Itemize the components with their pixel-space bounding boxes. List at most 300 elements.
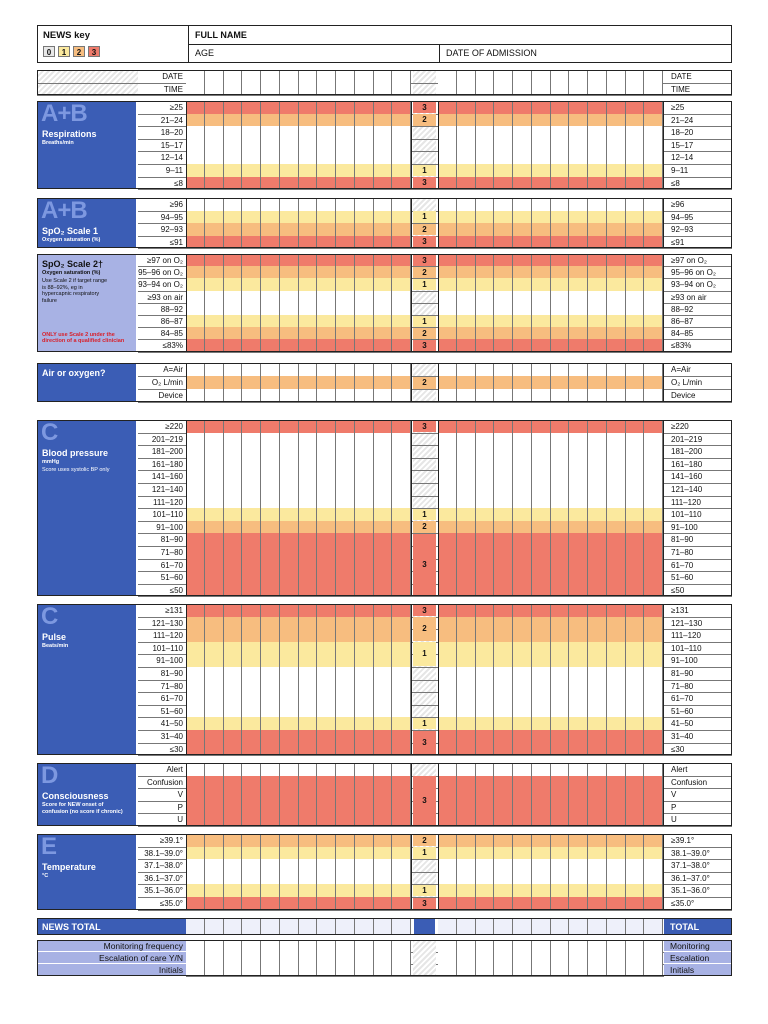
news-total-row-cell[interactable] <box>374 918 393 935</box>
sec-resp-row-cell[interactable] <box>374 139 393 152</box>
sec-cons-row-right-cell[interactable] <box>588 763 607 776</box>
sec-temp-row-cell[interactable] <box>205 847 224 860</box>
sec-spo2-row-cell[interactable] <box>242 339 261 351</box>
sec-bp-row-cell[interactable] <box>374 559 393 572</box>
sec-temp-row-right-cell[interactable] <box>494 897 513 910</box>
footer-row-2-cell[interactable] <box>205 964 224 976</box>
sec-spo2-row-right-cell[interactable] <box>476 291 495 303</box>
time-row-right-cell[interactable] <box>588 83 607 96</box>
time-row-cell[interactable] <box>242 83 261 96</box>
sec-temp-row-right-cell[interactable] <box>588 884 607 897</box>
sec-resp-row-cell[interactable] <box>392 164 411 177</box>
news-total-row-right-cell[interactable] <box>607 918 626 935</box>
sec-spo2-row-right-cell[interactable] <box>588 278 607 290</box>
sec-cons-row-cell[interactable] <box>186 801 205 814</box>
news-total-row-cell[interactable] <box>355 918 374 935</box>
sec-pulse-row-right-cell[interactable] <box>551 617 570 630</box>
date-row-cell[interactable] <box>336 70 355 83</box>
sec-spo1-row-cell[interactable] <box>355 236 374 249</box>
sec-spo2-row-cell[interactable] <box>392 315 411 327</box>
sec-resp-row-right-cell[interactable] <box>457 139 476 152</box>
sec-bp-row-cell[interactable] <box>317 470 336 483</box>
footer-row-right-2-cell[interactable] <box>551 964 570 976</box>
sec-cons-row-cell[interactable] <box>299 763 318 776</box>
sec-bp-row-cell[interactable] <box>336 445 355 458</box>
sec-spo2-row-cell[interactable] <box>205 278 224 290</box>
sec-pulse-row-cell[interactable] <box>355 730 374 743</box>
sec-cons-row-cell[interactable] <box>242 813 261 826</box>
time-row-right-cell[interactable] <box>626 83 645 96</box>
sec-pulse-row-right-cell[interactable] <box>607 667 626 680</box>
sec-pulse-row-cell[interactable] <box>374 604 393 617</box>
sec-air-row-cell[interactable] <box>186 376 205 389</box>
time-row-cell[interactable] <box>392 83 411 96</box>
sec-pulse-row-right-cell[interactable] <box>532 617 551 630</box>
sec-cons-row-cell[interactable] <box>205 801 224 814</box>
sec-pulse-row-cell[interactable] <box>224 680 243 693</box>
sec-cons-row-cell[interactable] <box>355 763 374 776</box>
sec-cons-row-right-cell[interactable] <box>513 801 532 814</box>
sec-spo2-row-right-cell[interactable] <box>607 291 626 303</box>
sec-spo1-row-cell[interactable] <box>355 198 374 211</box>
sec-pulse-row-right-cell[interactable] <box>494 705 513 718</box>
sec-pulse-row-right-cell[interactable] <box>607 617 626 630</box>
sec-spo2-row-cell[interactable] <box>261 291 280 303</box>
sec-resp-row-right-cell[interactable] <box>607 126 626 139</box>
sec-resp-row-right-cell[interactable] <box>457 151 476 164</box>
sec-pulse-row-right-cell[interactable] <box>626 654 645 667</box>
sec-bp-row-cell[interactable] <box>205 470 224 483</box>
sec-pulse-row-cell[interactable] <box>299 667 318 680</box>
sec-resp-row-cell[interactable] <box>317 139 336 152</box>
sec-temp-row-right-cell[interactable] <box>494 847 513 860</box>
sec-bp-row-cell[interactable] <box>355 559 374 572</box>
sec-air-row-right-cell[interactable] <box>588 363 607 376</box>
sec-spo2-row-cell[interactable] <box>299 266 318 278</box>
sec-temp-row-cell[interactable] <box>299 884 318 897</box>
sec-bp-row-right-cell[interactable] <box>644 559 663 572</box>
sec-bp-row-cell[interactable] <box>224 559 243 572</box>
sec-temp-row-right-cell[interactable] <box>551 897 570 910</box>
sec-pulse-row-cell[interactable] <box>336 642 355 655</box>
sec-pulse-row-cell[interactable] <box>186 705 205 718</box>
sec-cons-row-cell[interactable] <box>299 813 318 826</box>
sec-pulse-row-right-cell[interactable] <box>438 629 457 642</box>
sec-spo2-row-cell[interactable] <box>242 327 261 339</box>
date-row-cell[interactable] <box>242 70 261 83</box>
sec-pulse-row-right-cell[interactable] <box>569 730 588 743</box>
footer-row-0-cell[interactable] <box>336 940 355 952</box>
sec-spo2-row-right-cell[interactable] <box>438 266 457 278</box>
sec-temp-row-cell[interactable] <box>374 834 393 847</box>
sec-spo1-row-cell[interactable] <box>299 198 318 211</box>
sec-spo2-row-cell[interactable] <box>336 315 355 327</box>
sec-cons-row-cell[interactable] <box>355 788 374 801</box>
sec-spo1-row-right-cell[interactable] <box>494 198 513 211</box>
sec-resp-row-cell[interactable] <box>355 126 374 139</box>
sec-temp-row-cell[interactable] <box>355 884 374 897</box>
date-row-right-cell[interactable] <box>551 70 570 83</box>
sec-bp-row-right-cell[interactable] <box>607 420 626 433</box>
footer-row-right-2-cell[interactable] <box>569 964 588 976</box>
sec-temp-row-right-cell[interactable] <box>551 859 570 872</box>
sec-spo2-row-right-cell[interactable] <box>476 303 495 315</box>
sec-pulse-row-cell[interactable] <box>224 642 243 655</box>
sec-spo2-row-right-cell[interactable] <box>626 327 645 339</box>
sec-bp-row-right-cell[interactable] <box>494 496 513 509</box>
sec-temp-row-cell[interactable] <box>224 834 243 847</box>
sec-bp-row-right-cell[interactable] <box>476 584 495 597</box>
sec-air-row-right-cell[interactable] <box>494 376 513 389</box>
sec-spo1-row-cell[interactable] <box>336 223 355 236</box>
sec-spo2-row-cell[interactable] <box>205 327 224 339</box>
sec-bp-row-right-cell[interactable] <box>551 559 570 572</box>
sec-pulse-row-cell[interactable] <box>205 654 224 667</box>
sec-spo2-row-right-cell[interactable] <box>588 303 607 315</box>
sec-bp-row-cell[interactable] <box>299 584 318 597</box>
sec-resp-row-right-cell[interactable] <box>588 114 607 127</box>
sec-spo2-row-cell[interactable] <box>299 303 318 315</box>
sec-cons-row-right-cell[interactable] <box>476 763 495 776</box>
sec-pulse-row-right-cell[interactable] <box>438 705 457 718</box>
footer-row-0-cell[interactable] <box>280 940 299 952</box>
sec-bp-row-cell[interactable] <box>205 584 224 597</box>
sec-pulse-row-cell[interactable] <box>261 604 280 617</box>
sec-pulse-row-right-cell[interactable] <box>569 717 588 730</box>
sec-bp-row-right-cell[interactable] <box>457 584 476 597</box>
sec-pulse-row-cell[interactable] <box>392 705 411 718</box>
sec-bp-row-right-cell[interactable] <box>644 445 663 458</box>
sec-bp-row-right-cell[interactable] <box>476 458 495 471</box>
sec-cons-row-cell[interactable] <box>392 776 411 789</box>
sec-spo2-row-right-cell[interactable] <box>569 339 588 351</box>
sec-bp-row-cell[interactable] <box>242 458 261 471</box>
sec-resp-row-right-cell[interactable] <box>476 101 495 114</box>
sec-temp-row-right-cell[interactable] <box>457 847 476 860</box>
sec-pulse-row-cell[interactable] <box>280 680 299 693</box>
sec-spo1-row-right-cell[interactable] <box>513 236 532 249</box>
sec-resp-row-right-cell[interactable] <box>588 164 607 177</box>
sec-spo1-row-cell[interactable] <box>261 198 280 211</box>
sec-bp-row-cell[interactable] <box>317 420 336 433</box>
sec-temp-row-cell[interactable] <box>186 834 205 847</box>
sec-spo2-row-right-cell[interactable] <box>551 315 570 327</box>
sec-spo1-row-cell[interactable] <box>224 211 243 224</box>
sec-spo2-row-right-cell[interactable] <box>532 266 551 278</box>
sec-pulse-row-right-cell[interactable] <box>457 667 476 680</box>
date-row-cell[interactable] <box>392 70 411 83</box>
sec-pulse-row-cell[interactable] <box>205 667 224 680</box>
date-row-cell[interactable] <box>186 70 205 83</box>
sec-cons-row-right-cell[interactable] <box>644 788 663 801</box>
sec-spo1-row-cell[interactable] <box>280 236 299 249</box>
sec-bp-row-cell[interactable] <box>336 458 355 471</box>
sec-spo2-row-cell[interactable] <box>280 339 299 351</box>
sec-bp-row-cell[interactable] <box>280 483 299 496</box>
sec-cons-row-right-cell[interactable] <box>588 788 607 801</box>
sec-pulse-row-right-cell[interactable] <box>532 692 551 705</box>
sec-spo1-row-right-cell[interactable] <box>607 223 626 236</box>
sec-temp-row-cell[interactable] <box>374 872 393 885</box>
sec-pulse-row-cell[interactable] <box>374 654 393 667</box>
sec-pulse-row-cell[interactable] <box>299 642 318 655</box>
footer-row-right-2-cell[interactable] <box>626 964 645 976</box>
sec-cons-row-right-cell[interactable] <box>607 763 626 776</box>
sec-resp-row-cell[interactable] <box>242 139 261 152</box>
sec-temp-row-cell[interactable] <box>224 897 243 910</box>
news-total-row-cell[interactable] <box>299 918 318 935</box>
time-row-right-cell[interactable] <box>457 83 476 96</box>
sec-spo1-row-right-cell[interactable] <box>457 211 476 224</box>
sec-air-row-right-cell[interactable] <box>551 376 570 389</box>
footer-row-2-cell[interactable] <box>392 964 411 976</box>
sec-pulse-row-cell[interactable] <box>280 692 299 705</box>
sec-spo1-row-cell[interactable] <box>224 236 243 249</box>
sec-spo2-row-right-cell[interactable] <box>569 315 588 327</box>
sec-resp-row-cell[interactable] <box>374 114 393 127</box>
sec-bp-row-right-cell[interactable] <box>438 559 457 572</box>
sec-bp-row-cell[interactable] <box>374 521 393 534</box>
sec-pulse-row-cell[interactable] <box>392 604 411 617</box>
sec-pulse-row-right-cell[interactable] <box>476 667 495 680</box>
sec-pulse-row-cell[interactable] <box>299 730 318 743</box>
sec-air-row-cell[interactable] <box>392 389 411 402</box>
sec-resp-row-cell[interactable] <box>355 177 374 190</box>
sec-spo1-row-right-cell[interactable] <box>457 198 476 211</box>
sec-bp-row-right-cell[interactable] <box>438 470 457 483</box>
footer-row-1-cell[interactable] <box>355 952 374 964</box>
sec-air-row-right-cell[interactable] <box>644 363 663 376</box>
sec-spo2-row-right-cell[interactable] <box>494 254 513 266</box>
sec-spo1-row-right-cell[interactable] <box>494 236 513 249</box>
sec-spo2-row-cell[interactable] <box>261 303 280 315</box>
sec-pulse-row-cell[interactable] <box>205 717 224 730</box>
sec-pulse-row-right-cell[interactable] <box>476 604 495 617</box>
sec-temp-row-right-cell[interactable] <box>457 897 476 910</box>
sec-spo2-row-cell[interactable] <box>317 339 336 351</box>
sec-bp-row-cell[interactable] <box>205 445 224 458</box>
sec-spo1-row-right-cell[interactable] <box>644 198 663 211</box>
sec-cons-row-right-cell[interactable] <box>626 763 645 776</box>
sec-temp-row-cell[interactable] <box>261 884 280 897</box>
sec-bp-row-cell[interactable] <box>392 470 411 483</box>
sec-resp-row-cell[interactable] <box>336 139 355 152</box>
sec-bp-row-right-cell[interactable] <box>551 420 570 433</box>
sec-bp-row-right-cell[interactable] <box>551 458 570 471</box>
sec-spo1-row-cell[interactable] <box>224 223 243 236</box>
footer-row-right-2-cell[interactable] <box>607 964 626 976</box>
sec-spo2-row-right-cell[interactable] <box>569 303 588 315</box>
sec-pulse-row-right-cell[interactable] <box>607 717 626 730</box>
sec-bp-row-cell[interactable] <box>336 546 355 559</box>
sec-resp-row-right-cell[interactable] <box>438 164 457 177</box>
sec-spo2-row-right-cell[interactable] <box>588 327 607 339</box>
sec-cons-row-right-cell[interactable] <box>626 788 645 801</box>
sec-pulse-row-cell[interactable] <box>186 642 205 655</box>
sec-spo2-row-cell[interactable] <box>299 315 318 327</box>
sec-pulse-row-cell[interactable] <box>280 730 299 743</box>
sec-temp-row-right-cell[interactable] <box>626 834 645 847</box>
sec-air-row-right-cell[interactable] <box>569 363 588 376</box>
sec-spo2-row-cell[interactable] <box>224 315 243 327</box>
sec-spo2-row-right-cell[interactable] <box>588 254 607 266</box>
sec-bp-row-right-cell[interactable] <box>569 521 588 534</box>
sec-spo1-row-cell[interactable] <box>242 211 261 224</box>
footer-row-0-cell[interactable] <box>242 940 261 952</box>
sec-spo2-row-right-cell[interactable] <box>532 254 551 266</box>
news-total-row-cell[interactable] <box>392 918 411 935</box>
sec-cons-row-right-cell[interactable] <box>457 813 476 826</box>
sec-bp-row-cell[interactable] <box>242 483 261 496</box>
sec-spo1-row-cell[interactable] <box>242 236 261 249</box>
sec-bp-row-right-cell[interactable] <box>494 420 513 433</box>
sec-bp-row-right-cell[interactable] <box>644 470 663 483</box>
news-total-row-right-cell[interactable] <box>438 918 457 935</box>
sec-cons-row-cell[interactable] <box>186 788 205 801</box>
sec-temp-row-cell[interactable] <box>336 897 355 910</box>
time-row-right-cell[interactable] <box>569 83 588 96</box>
sec-pulse-row-right-cell[interactable] <box>607 654 626 667</box>
sec-temp-row-cell[interactable] <box>242 859 261 872</box>
sec-spo1-row-cell[interactable] <box>280 223 299 236</box>
sec-bp-row-right-cell[interactable] <box>457 508 476 521</box>
sec-pulse-row-right-cell[interactable] <box>457 743 476 756</box>
sec-temp-row-right-cell[interactable] <box>532 847 551 860</box>
sec-spo2-row-right-cell[interactable] <box>457 278 476 290</box>
sec-bp-row-right-cell[interactable] <box>457 420 476 433</box>
sec-bp-row-cell[interactable] <box>392 584 411 597</box>
sec-pulse-row-right-cell[interactable] <box>476 680 495 693</box>
sec-pulse-row-right-cell[interactable] <box>644 680 663 693</box>
sec-bp-row-cell[interactable] <box>374 483 393 496</box>
sec-pulse-row-cell[interactable] <box>280 667 299 680</box>
sec-bp-row-cell[interactable] <box>224 496 243 509</box>
sec-pulse-row-cell[interactable] <box>317 604 336 617</box>
sec-pulse-row-right-cell[interactable] <box>588 604 607 617</box>
sec-pulse-row-right-cell[interactable] <box>476 654 495 667</box>
sec-temp-row-cell[interactable] <box>186 859 205 872</box>
sec-bp-row-right-cell[interactable] <box>438 445 457 458</box>
news-total-row-cell[interactable] <box>186 918 205 935</box>
sec-bp-row-right-cell[interactable] <box>626 445 645 458</box>
sec-pulse-row-right-cell[interactable] <box>626 692 645 705</box>
sec-bp-row-cell[interactable] <box>224 483 243 496</box>
sec-spo1-row-cell[interactable] <box>205 236 224 249</box>
sec-cons-row-right-cell[interactable] <box>513 788 532 801</box>
sec-cons-row-right-cell[interactable] <box>457 776 476 789</box>
sec-air-row-cell[interactable] <box>317 363 336 376</box>
sec-air-row-right-cell[interactable] <box>569 376 588 389</box>
sec-cons-row-cell[interactable] <box>224 801 243 814</box>
sec-air-row-right-cell[interactable] <box>457 376 476 389</box>
date-row-cell[interactable] <box>317 70 336 83</box>
sec-spo2-row-cell[interactable] <box>355 266 374 278</box>
sec-spo2-row-right-cell[interactable] <box>551 278 570 290</box>
sec-resp-row-right-cell[interactable] <box>494 164 513 177</box>
sec-spo2-row-cell[interactable] <box>336 303 355 315</box>
sec-cons-row-cell[interactable] <box>280 763 299 776</box>
sec-bp-row-cell[interactable] <box>186 559 205 572</box>
sec-cons-row-right-cell[interactable] <box>438 776 457 789</box>
sec-cons-row-cell[interactable] <box>392 813 411 826</box>
sec-spo2-row-right-cell[interactable] <box>532 339 551 351</box>
sec-cons-row-right-cell[interactable] <box>569 813 588 826</box>
sec-resp-row-right-cell[interactable] <box>476 126 495 139</box>
sec-bp-row-right-cell[interactable] <box>588 571 607 584</box>
sec-spo1-row-cell[interactable] <box>374 223 393 236</box>
sec-spo1-row-cell[interactable] <box>280 211 299 224</box>
sec-bp-row-cell[interactable] <box>336 508 355 521</box>
sec-bp-row-right-cell[interactable] <box>607 433 626 446</box>
sec-pulse-row-right-cell[interactable] <box>438 617 457 630</box>
footer-row-right-0-cell[interactable] <box>513 940 532 952</box>
sec-pulse-row-cell[interactable] <box>355 604 374 617</box>
sec-bp-row-right-cell[interactable] <box>513 470 532 483</box>
sec-bp-row-cell[interactable] <box>374 546 393 559</box>
sec-cons-row-right-cell[interactable] <box>513 776 532 789</box>
date-row-cell[interactable] <box>261 70 280 83</box>
sec-bp-row-cell[interactable] <box>186 433 205 446</box>
sec-spo2-row-cell[interactable] <box>280 278 299 290</box>
sec-bp-row-right-cell[interactable] <box>494 470 513 483</box>
sec-resp-row-right-cell[interactable] <box>457 101 476 114</box>
sec-spo1-row-right-cell[interactable] <box>551 236 570 249</box>
sec-temp-row-cell[interactable] <box>317 872 336 885</box>
sec-temp-row-cell[interactable] <box>317 859 336 872</box>
sec-cons-row-cell[interactable] <box>186 776 205 789</box>
sec-spo1-row-cell[interactable] <box>355 211 374 224</box>
sec-bp-row-right-cell[interactable] <box>607 470 626 483</box>
footer-row-right-1-cell[interactable] <box>438 952 457 964</box>
sec-bp-row-cell[interactable] <box>355 571 374 584</box>
sec-pulse-row-right-cell[interactable] <box>626 743 645 756</box>
sec-cons-row-right-cell[interactable] <box>438 801 457 814</box>
sec-cons-row-right-cell[interactable] <box>644 763 663 776</box>
sec-temp-row-cell[interactable] <box>374 897 393 910</box>
sec-spo2-row-right-cell[interactable] <box>513 339 532 351</box>
sec-cons-row-cell[interactable] <box>186 763 205 776</box>
sec-spo1-row-cell[interactable] <box>317 223 336 236</box>
sec-air-row-right-cell[interactable] <box>532 363 551 376</box>
sec-spo1-row-right-cell[interactable] <box>438 223 457 236</box>
sec-temp-row-cell[interactable] <box>336 847 355 860</box>
sec-pulse-row-cell[interactable] <box>186 680 205 693</box>
sec-bp-row-cell[interactable] <box>205 420 224 433</box>
sec-spo2-row-right-cell[interactable] <box>457 254 476 266</box>
sec-bp-row-right-cell[interactable] <box>457 433 476 446</box>
sec-spo2-row-cell[interactable] <box>336 254 355 266</box>
sec-temp-row-cell[interactable] <box>355 872 374 885</box>
sec-resp-row-cell[interactable] <box>355 139 374 152</box>
sec-temp-row-cell[interactable] <box>186 897 205 910</box>
sec-temp-row-cell[interactable] <box>261 872 280 885</box>
footer-row-right-0-cell[interactable] <box>494 940 513 952</box>
sec-bp-row-cell[interactable] <box>317 571 336 584</box>
sec-pulse-row-right-cell[interactable] <box>551 692 570 705</box>
sec-bp-row-cell[interactable] <box>299 533 318 546</box>
date-of-admission-field[interactable] <box>440 44 731 62</box>
sec-resp-row-right-cell[interactable] <box>513 101 532 114</box>
sec-spo1-row-right-cell[interactable] <box>551 223 570 236</box>
sec-resp-row-right-cell[interactable] <box>626 114 645 127</box>
sec-temp-row-right-cell[interactable] <box>588 834 607 847</box>
sec-spo1-row-cell[interactable] <box>374 236 393 249</box>
sec-bp-row-cell[interactable] <box>224 433 243 446</box>
sec-bp-row-right-cell[interactable] <box>569 445 588 458</box>
sec-pulse-row-right-cell[interactable] <box>457 680 476 693</box>
sec-bp-row-cell[interactable] <box>242 533 261 546</box>
sec-spo2-row-right-cell[interactable] <box>513 278 532 290</box>
